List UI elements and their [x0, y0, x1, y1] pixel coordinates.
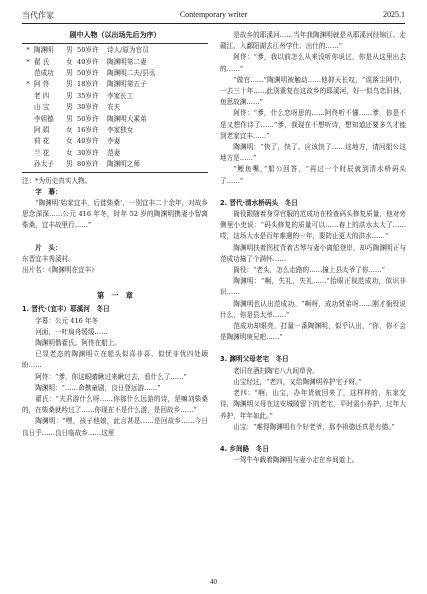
- cast-role: 陶渊明第五子: [107, 80, 147, 89]
- script-paragraph: 山宝经过，“老四，又给陶渊明养护宅子呀。”: [233, 377, 362, 386]
- cast-row: [22, 148, 208, 159]
- page-header: [22, 8, 405, 22]
- cast-age: 30岁许: [77, 103, 99, 112]
- cast-gender: 男: [66, 91, 73, 100]
- cast-name: 翟 氏: [34, 57, 50, 66]
- cast-gender: 男: [66, 114, 73, 123]
- cast-title: 剧中人物（以出场先后为序）: [69, 31, 161, 39]
- cast-age: 30岁许: [77, 148, 99, 157]
- cast-age: 18岁许: [77, 80, 99, 89]
- cast-mark: [22, 68, 34, 79]
- opening-line: 出片名：《陶渊明在宜丰》: [22, 265, 98, 274]
- cast-mark: *: [26, 80, 30, 89]
- script-paragraph: 阿佟：“爹，什么恋呀思的……阿佟听不懂……爹，你是不是又想作诗了……”爹，我现在不想听诗，想知道还要多久才能到老家宜丰……”: [220, 109, 406, 140]
- cast-gender: 男: [66, 46, 73, 55]
- opening-line: 东晋宜丰秀溪村。: [22, 254, 75, 263]
- cast-age: 50岁许: [77, 114, 99, 123]
- cast-row: [22, 125, 208, 136]
- chapter-heading: 第 一 章: [97, 291, 133, 301]
- cast-role: 诗人/原为官员: [107, 46, 149, 55]
- script-paragraph: 陶渊明也认出范成功。“啊呀，成功贤弟呀……刚才衙役说什么，你是县太爷……”: [220, 299, 406, 319]
- cast-row: [22, 114, 208, 125]
- cast-table: [22, 43, 208, 172]
- cast-row: [22, 136, 208, 147]
- cast-name: 兰 花: [34, 148, 50, 157]
- scene-title: 4. 乡间路 冬日: [220, 444, 269, 453]
- script-paragraph: 已显老态的陶渊明立在船头似喜非喜、似忧非忧四处顾盼……: [22, 350, 208, 370]
- cast-name: 阿 佟: [34, 80, 50, 89]
- cast-name: 范成功: [34, 68, 54, 77]
- script-paragraph: 阿佟：“爹，我以前怎么从来没听你说过，你是从这里出去的……”: [220, 53, 406, 73]
- cast-role: 陶渊明二夫/县丞: [107, 68, 156, 77]
- cast-gender: 男: [66, 103, 73, 112]
- cast-name: 荷 花: [34, 137, 50, 146]
- cast-age: 35岁许: [77, 91, 99, 100]
- cast-name: 山 宝: [34, 103, 50, 112]
- cast-mark: [22, 136, 34, 147]
- cast-mark: [22, 148, 34, 159]
- script-paragraph: 山宝：“难得陶渊明有个好老爷，那李祖德还真是有德。”: [233, 422, 395, 431]
- magazine-english-title: Contemporary writer: [179, 10, 248, 19]
- cast-row: [22, 159, 208, 170]
- scene-body: [220, 209, 406, 343]
- cast-name: 陶渊明: [34, 46, 54, 55]
- script-paragraph: “鲤鱼嘴，”船公回答，“再过一个时辰就到清水桥码头了……”: [220, 165, 406, 185]
- magazine-name: 当代作家: [22, 11, 54, 20]
- cast-age: 50岁许: [77, 68, 99, 77]
- cast-gender: 男: [66, 160, 73, 169]
- cast-row: [22, 68, 208, 79]
- cast-gender: 女: [66, 137, 73, 146]
- cast-role: 范妻: [107, 148, 121, 157]
- cast-gender: 男: [66, 80, 73, 89]
- cast-role: 李家长工: [107, 91, 134, 100]
- script-paragraph: 陶渊明偕翟氏、阿佟在船上。: [35, 338, 121, 347]
- script-paragraph: 范成功却眼亮，打量一番陶渊明，似乎认出，“你，你不会是陶渊明庚兄吧……”: [220, 322, 406, 342]
- header-rule: [22, 23, 405, 24]
- cast-role: 陶渊明大乘弟: [107, 114, 147, 123]
- scene-body: [220, 366, 406, 433]
- scene-body: [22, 316, 208, 439]
- script-paragraph: 陶渊明：“嘿，孩子他娘，此言甚是……是回故乡……今日良日乎……良日临故乡……这里: [22, 417, 208, 437]
- scene-title: 2. 晋代·清水桥码头 冬日: [220, 198, 298, 207]
- cast-mark: *: [26, 57, 30, 66]
- scene-title: 3. 渊明父母老宅 冬日: [220, 355, 289, 364]
- cast-row: [22, 45, 208, 56]
- script-paragraph: 字幕：公元 416 年冬: [35, 316, 99, 325]
- cast-name: 阿 娟: [34, 125, 50, 134]
- script-paragraph: “做官……”陶渊明被触动……他抑天长叹，“误落尘网中，一去三十年……此别重复在这故乡的耶溪河，好一似鸟恋旧林，鱼思故渊……”: [220, 75, 406, 107]
- scene-title: 1. 晋代·（宜丰）耶溪河 冬日: [22, 305, 110, 314]
- right-column: [220, 30, 406, 466]
- cast-row: [22, 79, 208, 90]
- cast-note: 注：*为历史真实人物。: [22, 176, 92, 185]
- script-paragraph: 衙役：“老头，怎么走路的……撞上县太爷了你……”: [233, 266, 385, 275]
- cast-age: 40岁许: [77, 57, 99, 66]
- script-paragraph: 河面，一叶扁舟缓缓……: [35, 327, 108, 336]
- script-paragraph: 翟氏：“夫君游什么呀……你那什么远游的诗，是嘛刘柴桑的，在柴桑就吟过了……你现在不是什么游，是回故乡……”: [22, 394, 208, 415]
- cast-row: [22, 102, 208, 113]
- subtitle-text: “陶渊明‘始家宜丰，后徙柴桑’，一别宜丰二十余年，对故乡思念深深……公元 416 年冬，时年 52 岁的陶渊明携妻小智离柴桑，宜丰故里行……”: [22, 198, 208, 230]
- cast-age: 16岁许: [77, 125, 99, 134]
- cast-mark: [22, 91, 34, 102]
- left-column: [22, 30, 208, 439]
- cast-mark: *: [26, 46, 30, 55]
- cast-role: 李家独女: [107, 125, 134, 134]
- script-paragraph: 老旧在酒扫陶宅八九间草舍。: [233, 366, 319, 375]
- script-paragraph: 陶渊明：“……命携童剧，良日登远游……”: [35, 383, 161, 392]
- cast-name: 老 四: [34, 91, 50, 100]
- cast-name: 李姐德: [34, 114, 54, 123]
- cast-role: 陶渊明第二妻: [107, 57, 147, 66]
- cast-name: 孙太子: [34, 160, 54, 169]
- subtitle-heading: 字 幕：: [35, 187, 62, 196]
- cast-gender: 女: [66, 125, 73, 134]
- cast-age: 40岁许: [77, 137, 99, 146]
- cast-gender: 女: [66, 57, 73, 66]
- cast-mark: [22, 125, 34, 136]
- script-paragraph: 陶渊明扶着拐杖背着古琴与妻小离船登岸，却巧陶渊明正与范成功撞了个满怀……: [220, 243, 406, 263]
- cast-mark: [22, 102, 34, 113]
- script-paragraph: 是故乡的耶溪河……当年我陶渊明就是从耶溪河经锦江、走赣江、入鄱阳湖去江州学仕、出仕的……”: [220, 31, 406, 51]
- cast-role: 农夫: [107, 103, 121, 112]
- cast-mark: [22, 159, 34, 170]
- page-number: 40: [210, 578, 217, 586]
- script-paragraph: 一驾牛车载着陶渊明与妻小走在乡间道上。: [233, 456, 359, 465]
- script-paragraph: 衙役跟随着身穿官服的范成功在检查码头修复质量，他对旁侧里小吏说：“码头修复的质量可以……春上的洪水太大了……哎，这场大水是百年难遇的一年，要防止更大的洪水……”: [220, 210, 406, 241]
- script-paragraph: 陶渊明：“快了，快了。应该快了……这地方，请问船公这地方是……”: [220, 143, 406, 163]
- cast-role: 陶渊明之师: [107, 160, 140, 169]
- cast-gender: 女: [66, 148, 73, 157]
- cast-row: [22, 57, 208, 68]
- scene-body: [220, 30, 406, 187]
- cast-mark: [22, 114, 34, 125]
- cast-role: 李妻: [107, 137, 121, 146]
- cast-gender: 男: [66, 68, 73, 77]
- scene-body: [220, 455, 406, 466]
- opening-heading: 片 头：: [35, 243, 62, 252]
- cast-age: 80岁许: [77, 160, 99, 169]
- cast-row: [22, 91, 208, 102]
- script-paragraph: 阿佟：“爹，你这眼睛瞅过来瞅过去，看什么了……”: [35, 372, 187, 381]
- issue-number: 2025.1: [383, 10, 405, 19]
- script-paragraph: 老四：“啊，山宝，办年货就回来了，这样样的，东家交待，陶渊明父母在这安城陵留下的老宅，平时需小养护，过年大养护，年年如此。”: [220, 389, 406, 420]
- cast-age: 50岁许: [77, 46, 99, 55]
- script-paragraph: 陶渊明：“啊，失礼，失礼……”抬眼正视范成功，似识非识……: [220, 277, 406, 297]
